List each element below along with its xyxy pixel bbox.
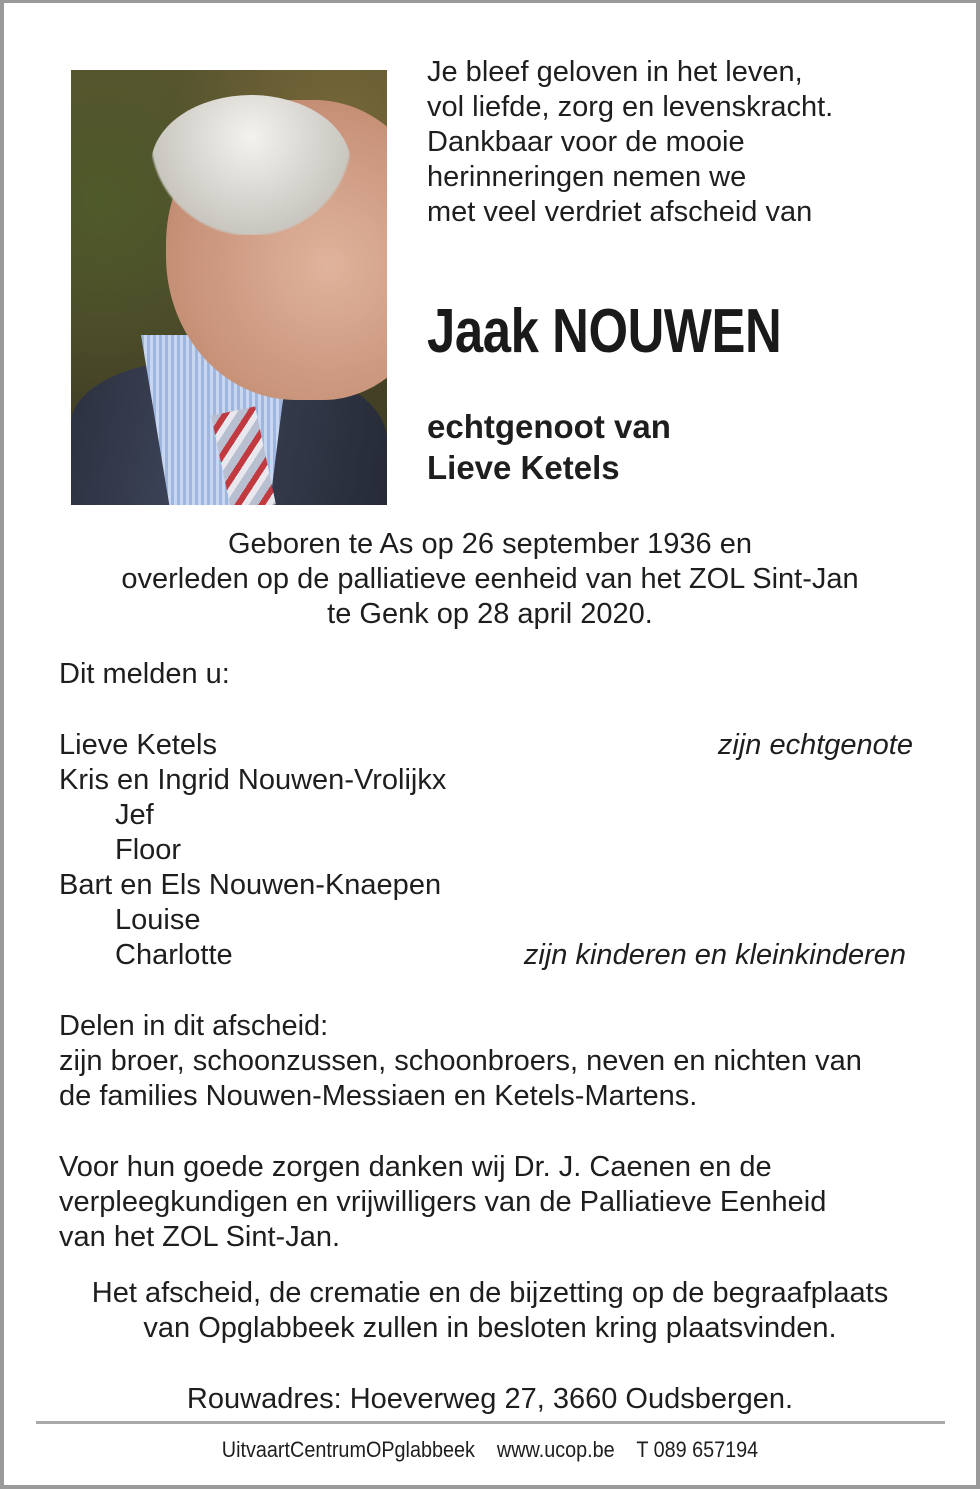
family-member: Louise [115,904,201,936]
intro-line: Dankbaar voor de mooie [427,126,745,158]
deceased-name: Jaak NOUWEN [427,297,782,366]
intro-line: herinneringen nemen we [427,161,747,193]
birth-line: overleden op de palliatieve eenheid van het ZOL Sint-Jan [121,563,859,595]
funeral-home-footer: UitvaartCentrumOPglabbeek www.ucop.be T 089 657194 [221,1437,759,1462]
spouse-name: Lieve Ketels [427,449,620,486]
thanks-line: Voor hun goede zorgen danken wij Dr. J. Caenen en de [59,1151,772,1183]
ceremony-line: Het afscheid, de crematie en de bijzetting op de begraafplaats [91,1277,889,1309]
portrait-photo [71,70,387,505]
intro-line: met veel verdriet afscheid van [427,196,813,228]
family-member: Lieve Ketels [59,729,217,761]
family-relation: zijn echtgenote [717,729,913,761]
family-member: Jef [115,799,154,831]
share-line: zijn broer, schoonzussen, schoonbroers, neven en nichten van [59,1045,862,1077]
address: Rouwadres: Hoeverweg 27, 3660 Oudsbergen. [186,1383,794,1415]
announce-heading: Dit melden u: [59,658,230,690]
ceremony-line: van Opglabbeek zullen in besloten kring plaatsvinden. [143,1312,837,1344]
divider [36,1421,945,1424]
birth-line: te Genk op 28 april 2020. [327,598,653,630]
intro-line: vol liefde, zorg en levenskracht. [427,91,834,123]
family-relation: zijn kinderen en kleinkinderen [523,939,906,971]
thanks-line: van het ZOL Sint-Jan. [59,1221,341,1253]
family-member: Charlotte [115,939,233,971]
spouse-label: echtgenoot van [427,408,671,445]
family-member: Kris en Ingrid Nouwen-Vrolijkx [59,764,447,796]
birth-line: Geboren te As op 26 september 1936 en [228,528,752,560]
intro-line: Je bleef geloven in het leven, [427,56,803,88]
thanks-line: verpleegkundigen en vrijwilligers van de Palliatieve Eenheid [59,1186,827,1218]
family-member: Floor [115,834,182,866]
family-member: Bart en Els Nouwen-Knaepen [59,869,442,901]
share-line: de families Nouwen-Messiaen en Ketels-Martens. [59,1080,698,1112]
share-line: Delen in dit afscheid: [59,1010,329,1042]
